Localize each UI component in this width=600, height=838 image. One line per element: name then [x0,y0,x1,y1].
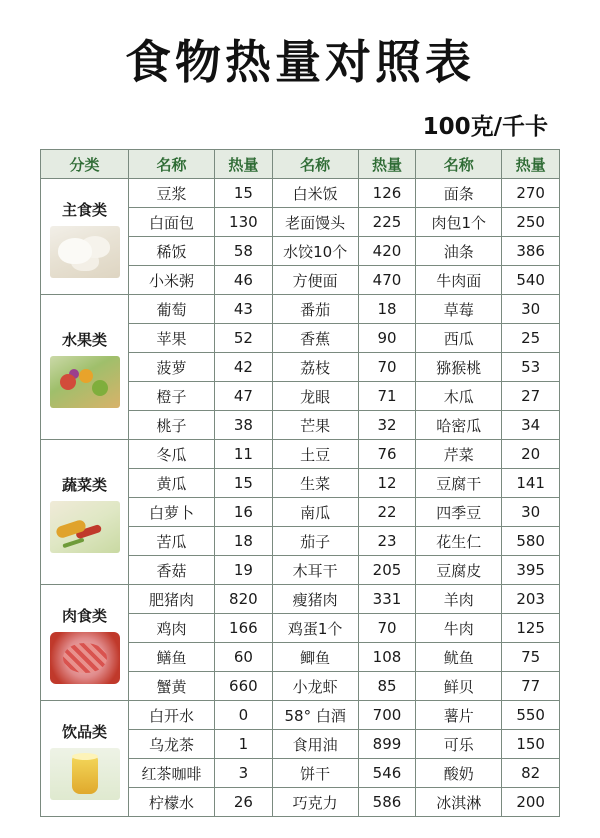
food-kcal: 331 [358,585,416,614]
food-name: 橙子 [129,382,215,411]
food-name: 土豆 [272,440,358,469]
food-name: 鸡蛋1个 [272,614,358,643]
food-name: 牛肉 [416,614,502,643]
column-header-kcal-1: 热量 [215,150,273,179]
food-kcal: 250 [502,208,560,237]
food-kcal: 16 [215,498,273,527]
food-kcal: 141 [502,469,560,498]
food-name: 58° 白酒 [272,701,358,730]
food-name: 木耳干 [272,556,358,585]
food-kcal: 38 [215,411,273,440]
unit-subtitle: 100克/千卡 [422,114,548,140]
category-cell-vegetable [41,440,129,585]
food-name: 老面馒头 [272,208,358,237]
page-title: 食物热量对照表 [125,35,475,89]
table-header-row [41,150,560,179]
food-name: 乌龙茶 [129,730,215,759]
food-name: 冬瓜 [129,440,215,469]
food-kcal: 20 [502,440,560,469]
food-kcal: 15 [215,179,273,208]
food-name: 荔枝 [272,353,358,382]
food-name: 红茶咖啡 [129,759,215,788]
category-label: 肉食类 [62,606,108,625]
food-name: 猕猴桃 [416,353,502,382]
column-header-name-1: 名称 [129,150,215,179]
food-name: 草莓 [416,295,502,324]
category-label: 主食类 [62,200,108,219]
food-kcal: 52 [215,324,273,353]
food-kcal: 77 [502,672,560,701]
food-name: 鳝鱼 [129,643,215,672]
column-header-name-3: 名称 [416,150,502,179]
food-kcal: 58 [215,237,273,266]
category-cell-meat [41,585,129,701]
food-kcal: 30 [502,498,560,527]
food-kcal: 18 [358,295,416,324]
food-kcal: 76 [358,440,416,469]
food-kcal: 130 [215,208,273,237]
food-kcal: 46 [215,266,273,295]
food-name: 肉包1个 [416,208,502,237]
food-kcal: 18 [215,527,273,556]
category-label: 饮品类 [62,722,108,741]
food-kcal: 108 [358,643,416,672]
food-name: 水饺10个 [272,237,358,266]
food-kcal: 34 [502,411,560,440]
food-kcal: 85 [358,672,416,701]
food-name: 白开水 [129,701,215,730]
food-kcal: 11 [215,440,273,469]
food-name: 黄瓜 [129,469,215,498]
food-kcal: 22 [358,498,416,527]
food-kcal: 27 [502,382,560,411]
food-name: 豆腐干 [416,469,502,498]
food-kcal: 820 [215,585,273,614]
table-header [41,150,560,179]
food-name: 鲫鱼 [272,643,358,672]
food-name: 茄子 [272,527,358,556]
food-name: 羊肉 [416,585,502,614]
table-row [41,585,560,614]
food-name: 花生仁 [416,527,502,556]
food-name: 酸奶 [416,759,502,788]
food-kcal: 60 [215,643,273,672]
food-name: 芒果 [272,411,358,440]
food-kcal: 700 [358,701,416,730]
food-kcal: 203 [502,585,560,614]
food-kcal: 395 [502,556,560,585]
food-kcal: 125 [502,614,560,643]
food-name: 肥猪肉 [129,585,215,614]
food-kcal: 550 [502,701,560,730]
food-kcal: 23 [358,527,416,556]
food-name: 苹果 [129,324,215,353]
calorie-table [40,149,560,817]
food-name: 方便面 [272,266,358,295]
food-kcal: 386 [502,237,560,266]
food-kcal: 82 [502,759,560,788]
food-kcal: 580 [502,527,560,556]
food-name: 小龙虾 [272,672,358,701]
food-name: 豆腐皮 [416,556,502,585]
bread-photo [50,226,120,278]
column-header-kcal-2: 热量 [358,150,416,179]
drink-photo [50,748,120,800]
food-kcal: 470 [358,266,416,295]
fruit-photo [50,356,120,408]
food-name: 香蕉 [272,324,358,353]
food-kcal: 3 [215,759,273,788]
table-row [41,440,560,469]
calorie-chart-page [0,26,600,838]
food-kcal: 126 [358,179,416,208]
food-name: 鱿鱼 [416,643,502,672]
food-kcal: 70 [358,614,416,643]
food-name: 桃子 [129,411,215,440]
food-name: 油条 [416,237,502,266]
food-name: 四季豆 [416,498,502,527]
food-name: 可乐 [416,730,502,759]
table-body [41,179,560,817]
column-header-kcal-3: 热量 [502,150,560,179]
food-kcal: 15 [215,469,273,498]
food-kcal: 150 [502,730,560,759]
food-name: 香菇 [129,556,215,585]
column-header-name-2: 名称 [272,150,358,179]
food-name: 白米饭 [272,179,358,208]
food-name: 白萝卜 [129,498,215,527]
food-kcal: 270 [502,179,560,208]
food-name: 白面包 [129,208,215,237]
food-kcal: 586 [358,788,416,817]
food-name: 柠檬水 [129,788,215,817]
food-name: 葡萄 [129,295,215,324]
food-name: 蟹黄 [129,672,215,701]
food-kcal: 420 [358,237,416,266]
food-name: 面条 [416,179,502,208]
food-kcal: 205 [358,556,416,585]
food-kcal: 660 [215,672,273,701]
food-name: 南瓜 [272,498,358,527]
food-name: 豆浆 [129,179,215,208]
food-name: 稀饭 [129,237,215,266]
food-kcal: 0 [215,701,273,730]
food-name: 生菜 [272,469,358,498]
category-label: 水果类 [62,331,108,349]
food-kcal: 43 [215,295,273,324]
food-kcal: 1 [215,730,273,759]
food-name: 木瓜 [416,382,502,411]
food-kcal: 71 [358,382,416,411]
food-name: 牛肉面 [416,266,502,295]
vegetable-photo [50,501,120,553]
food-name: 小米粥 [129,266,215,295]
food-kcal: 546 [358,759,416,788]
food-name: 苦瓜 [129,527,215,556]
food-kcal: 899 [358,730,416,759]
category-cell-fruit [41,295,129,440]
food-name: 鲜贝 [416,672,502,701]
food-name: 西瓜 [416,324,502,353]
food-name: 巧克力 [272,788,358,817]
food-kcal: 32 [358,411,416,440]
food-name: 瘦猪肉 [272,585,358,614]
food-kcal: 12 [358,469,416,498]
meat-photo [50,632,120,684]
table-row [41,179,560,208]
category-label: 蔬菜类 [62,476,108,494]
food-kcal: 75 [502,643,560,672]
food-kcal: 26 [215,788,273,817]
column-header-category: 分类 [41,150,129,179]
food-kcal: 166 [215,614,273,643]
food-kcal: 19 [215,556,273,585]
food-kcal: 90 [358,324,416,353]
food-kcal: 540 [502,266,560,295]
food-kcal: 25 [502,324,560,353]
food-kcal: 53 [502,353,560,382]
category-cell-drink [41,701,129,817]
food-name: 龙眼 [272,382,358,411]
food-name: 菠萝 [129,353,215,382]
food-name: 哈密瓜 [416,411,502,440]
food-kcal: 47 [215,382,273,411]
food-name: 薯片 [416,701,502,730]
food-name: 冰淇淋 [416,788,502,817]
food-kcal: 200 [502,788,560,817]
food-kcal: 30 [502,295,560,324]
category-cell-staple [41,179,129,295]
food-kcal: 42 [215,353,273,382]
food-kcal: 70 [358,353,416,382]
table-row [41,295,560,324]
food-name: 番茄 [272,295,358,324]
food-name: 食用油 [272,730,358,759]
food-name: 芹菜 [416,440,502,469]
food-kcal: 225 [358,208,416,237]
food-name: 饼干 [272,759,358,788]
table-row [41,701,560,730]
food-name: 鸡肉 [129,614,215,643]
